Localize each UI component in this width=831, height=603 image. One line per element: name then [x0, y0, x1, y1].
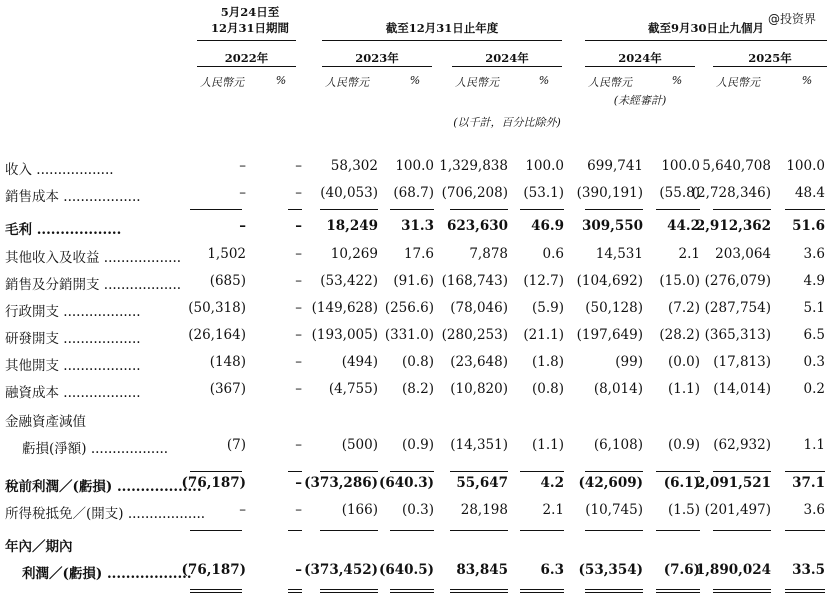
row-label: 利潤／(虧損) .................. — [22, 566, 192, 582]
row-value: (17,813) — [713, 354, 771, 370]
row-value: 1,329,838 — [439, 158, 508, 174]
row-value: (2,728,346) — [691, 185, 771, 201]
pct-label-2024-9m: % — [671, 74, 683, 87]
row-value: (40,053) — [320, 185, 378, 201]
year-2022: 2022年 — [224, 51, 269, 65]
row-value: (6.1) — [663, 475, 700, 491]
row-value: 309,550 — [581, 218, 643, 234]
row-value: – — [295, 158, 302, 174]
row-value: 44.2 — [667, 218, 700, 234]
row-value: (640.5) — [378, 562, 434, 578]
row-value: (14,014) — [713, 381, 771, 397]
row-value: (149,628) — [311, 300, 378, 316]
row-value: – — [239, 502, 246, 518]
row-value: (706,208) — [441, 185, 508, 201]
row-value: (1.1) — [531, 437, 564, 453]
period-header-line1: 5月24日至 — [220, 5, 280, 19]
watermark-text: @投资界 — [768, 12, 817, 26]
row-value: (10,820) — [450, 381, 508, 397]
row-value: (500) — [341, 437, 378, 453]
row-value: (26,164) — [188, 327, 246, 343]
row-value: (55.8) — [659, 185, 700, 201]
unit-label-2025-9m: 人民幣元 — [716, 76, 760, 89]
row-value: (78,046) — [450, 300, 508, 316]
row-label: 其他開支 .................. — [5, 358, 141, 374]
row-value: 699,741 — [587, 158, 643, 174]
year-2025-9m: 2025年 — [748, 51, 792, 65]
row-value: (1.5) — [667, 502, 700, 518]
row-value: (0.8) — [401, 354, 434, 370]
row-value: 2,912,362 — [695, 218, 771, 234]
row-value: (193,005) — [311, 327, 378, 343]
row-value: 10,269 — [330, 246, 378, 262]
row-value: 33.5 — [792, 562, 825, 578]
row-value: (0.3) — [401, 502, 434, 518]
row-value: 58,302 — [330, 158, 378, 174]
row-label: 銷售及分銷開支 .................. — [5, 277, 182, 293]
row-value: 51.6 — [792, 218, 825, 234]
row-value: 5,640,708 — [702, 158, 771, 174]
row-value: (50,128) — [585, 300, 643, 316]
row-value: (99) — [615, 354, 643, 370]
pct-label-2024: % — [538, 74, 550, 87]
row-label: 所得稅抵免／(開支) .................. — [5, 506, 206, 522]
row-value: 37.1 — [792, 475, 825, 491]
row-value: 4.9 — [803, 273, 825, 289]
row-value: (373,452) — [304, 562, 378, 578]
row-label: 金融資產減值 — [5, 414, 86, 430]
row-value: (7.2) — [667, 300, 700, 316]
row-value: 6.3 — [540, 562, 564, 578]
row-value: 100.0 — [395, 158, 434, 174]
row-value: (365,313) — [704, 327, 771, 343]
row-value: (197,649) — [576, 327, 643, 343]
row-label: 年內／期內 — [5, 539, 73, 555]
row-value: (91.6) — [393, 273, 434, 289]
year-2023: 2023年 — [355, 51, 399, 65]
row-value: (8.2) — [401, 381, 434, 397]
row-value: – — [295, 502, 302, 518]
row-value: 3.6 — [803, 502, 825, 518]
row-value: (0.0) — [667, 354, 700, 370]
row-value: (390,191) — [576, 185, 643, 201]
row-label: 融資成本 .................. — [5, 385, 141, 401]
row-value: (5.9) — [531, 300, 564, 316]
row-value: 1,890,024 — [695, 562, 771, 578]
row-value: – — [295, 562, 302, 578]
row-value: – — [295, 185, 302, 201]
row-value: 3.6 — [803, 246, 825, 262]
row-value: 14,531 — [595, 246, 643, 262]
row-value: (21.1) — [523, 327, 564, 343]
row-value: (494) — [341, 354, 378, 370]
row-label: 銷售成本 .................. — [5, 189, 141, 205]
year-2024-9m: 2024年 — [618, 51, 662, 65]
row-value: 2.1 — [678, 246, 700, 262]
pct-label-2025-9m: % — [801, 74, 813, 87]
row-value: (62,932) — [713, 437, 771, 453]
row-value: 31.3 — [401, 218, 434, 234]
units-note: (以千計，百分比除外) — [453, 116, 561, 129]
row-value: (6,108) — [593, 437, 643, 453]
row-value: 0.2 — [803, 381, 825, 397]
year-group-header: 截至12月31日止年度 — [385, 21, 499, 35]
row-value: – — [295, 327, 302, 343]
unit-label-2024-9m: 人民幣元 — [588, 76, 632, 89]
row-value: (0.9) — [667, 437, 700, 453]
row-value: (1.1) — [667, 381, 700, 397]
row-value: 2,091,521 — [695, 475, 771, 491]
row-value: (53.1) — [523, 185, 564, 201]
period-header-line2: 12月31日期間 — [210, 21, 289, 35]
row-value: (685) — [209, 273, 246, 289]
ninemonth-group-header: 截至9月30日止九個月 — [647, 21, 764, 35]
year-2024: 2024年 — [485, 51, 529, 65]
row-value: 100.0 — [525, 158, 564, 174]
row-value: 2.1 — [542, 502, 564, 518]
row-value: 5.1 — [803, 300, 825, 316]
row-value: (104,692) — [576, 273, 643, 289]
row-value: 46.9 — [531, 218, 564, 234]
row-value: 18,249 — [326, 218, 378, 234]
row-value: 203,064 — [715, 246, 771, 262]
row-value: (0.8) — [531, 381, 564, 397]
row-value: 1,502 — [207, 246, 246, 262]
row-value: (7) — [226, 437, 246, 453]
row-label: 稅前利潤／(虧損) .................. — [5, 479, 202, 495]
row-value: 6.5 — [803, 327, 825, 343]
row-value: 48.4 — [794, 185, 825, 201]
row-value: (166) — [341, 502, 378, 518]
unit-label-2024: 人民幣元 — [455, 76, 499, 89]
row-value: (7.6) — [663, 562, 700, 578]
row-value: – — [295, 273, 302, 289]
row-value: – — [295, 381, 302, 397]
row-value: (8,014) — [593, 381, 643, 397]
row-label: 其他收入及收益 .................. — [5, 250, 182, 266]
row-value: (148) — [209, 354, 246, 370]
row-value: 83,845 — [456, 562, 508, 578]
row-value: (14,351) — [450, 437, 508, 453]
row-value: – — [295, 218, 302, 234]
row-value: (373,286) — [304, 475, 378, 491]
row-value: 1.1 — [803, 437, 825, 453]
unit-label-2023: 人民幣元 — [325, 76, 369, 89]
row-label: 研發開支 .................. — [5, 331, 141, 347]
row-value: (4,755) — [328, 381, 378, 397]
pct-label-2023: % — [409, 74, 421, 87]
unit-label-2022: 人民幣元 — [200, 76, 244, 89]
row-value: 100.0 — [786, 158, 825, 174]
row-value: (367) — [209, 381, 246, 397]
unaudited-label: (未經審計) — [613, 94, 667, 107]
row-value: – — [295, 475, 302, 491]
pct-label-2022: % — [275, 74, 287, 87]
row-value: – — [239, 158, 246, 174]
row-value: (0.9) — [401, 437, 434, 453]
row-value: (23,648) — [450, 354, 508, 370]
row-label: 虧損(淨額) .................. — [22, 441, 169, 457]
row-value: (331.0) — [384, 327, 434, 343]
row-value: 55,647 — [456, 475, 508, 491]
row-value: (276,079) — [704, 273, 771, 289]
row-value: 17.6 — [403, 246, 434, 262]
row-label: 毛利 .................. — [5, 222, 122, 238]
row-value: (76,187) — [181, 475, 246, 491]
row-value: (28.2) — [659, 327, 700, 343]
row-value: – — [295, 354, 302, 370]
row-value: – — [295, 300, 302, 316]
row-value: (53,354) — [578, 562, 643, 578]
row-value: (15.0) — [659, 273, 700, 289]
row-value: 28,198 — [460, 502, 508, 518]
row-value: (10,745) — [585, 502, 643, 518]
row-value: 0.6 — [542, 246, 564, 262]
row-value: (168,743) — [441, 273, 508, 289]
row-value: (42,609) — [578, 475, 643, 491]
row-value: (201,497) — [704, 502, 771, 518]
row-value: 7,878 — [469, 246, 508, 262]
row-value: (53,422) — [320, 273, 378, 289]
row-value: (1.8) — [531, 354, 564, 370]
row-value: – — [239, 185, 246, 201]
row-value: (256.6) — [384, 300, 434, 316]
row-value: (68.7) — [393, 185, 434, 201]
row-value: 623,630 — [446, 218, 508, 234]
row-value: 4.2 — [540, 475, 564, 491]
row-value: 0.3 — [803, 354, 825, 370]
row-value: (50,318) — [188, 300, 246, 316]
row-value: (12.7) — [523, 273, 564, 289]
row-value: (280,253) — [441, 327, 508, 343]
row-value: (287,754) — [704, 300, 771, 316]
row-label: 行政開支 .................. — [5, 304, 141, 320]
row-value: – — [295, 246, 302, 262]
row-label: 收入 .................. — [5, 162, 114, 178]
row-value: – — [239, 218, 246, 234]
row-value: 100.0 — [661, 158, 700, 174]
row-value: (76,187) — [181, 562, 246, 578]
row-value: (640.3) — [378, 475, 434, 491]
row-value: – — [295, 437, 302, 453]
